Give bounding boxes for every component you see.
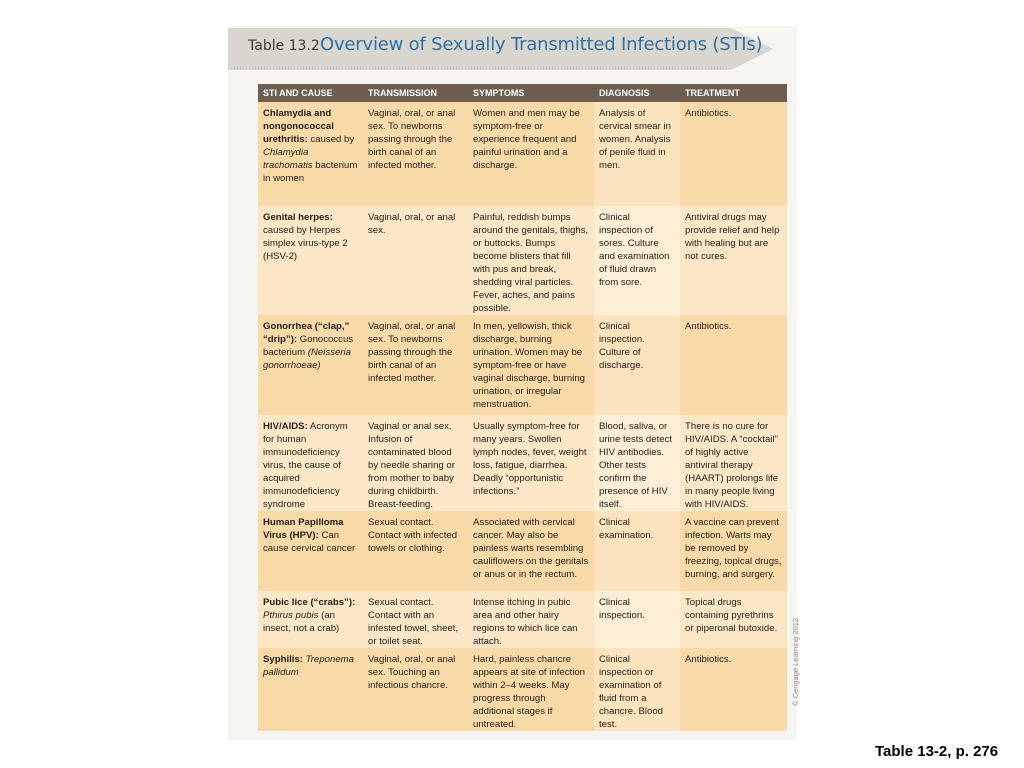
table-row-genital-herpes — [258, 206, 787, 315]
symptoms-cell: Intense itching in pubic area and other hairy regions to which lice can attach. — [468, 591, 594, 648]
transmission-cell: Vaginal, oral, or anal sex. — [363, 206, 468, 315]
diagnosis-cell: Clinical examination. — [594, 511, 680, 591]
table-title: Overview of Sexually Transmitted Infections (STIs) — [320, 34, 763, 55]
diagnosis-cell: Clinical inspection. — [594, 591, 680, 648]
table-number: Table 13.2 — [248, 38, 320, 54]
table-row-hiv-aids — [258, 415, 787, 511]
diagnosis-cell: Clinical inspection of sores. Culture and examination of fluid drawn from sore. — [594, 206, 680, 315]
symptoms-cell: Painful, reddish bumps around the genitals, thighs, or buttocks. Bumps become blisters that fill with pus and break, shedding viral particles. Fever, aches, and pains possible. — [468, 206, 594, 315]
treatment-cell: Topical drugs containing pyrethrins or piperonal butoxide. — [680, 591, 787, 648]
transmission-cell: Vaginal, oral, or anal sex. To newborns passing through the birth canal of an infected mother. — [363, 315, 468, 415]
diagnosis-cell: Clinical inspection or examination of fluid from a chancre. Blood test. — [594, 648, 680, 731]
symptoms-cell: Associated with cervical cancer. May also be painless warts resembling cauliflowers on the genitals or anus or in the rectum. — [468, 511, 594, 591]
table-row-chlamydia — [258, 102, 787, 206]
pathogen-name: Treponema pallidum — [263, 654, 355, 678]
diagnosis-cell: Clinical inspection. Culture of discharge. — [594, 315, 680, 415]
column-header-diagnosis: DIAGNOSIS — [594, 84, 680, 102]
table-row-hpv — [258, 511, 787, 591]
column-header-treatment: TREATMENT — [680, 84, 787, 102]
sti-name: Chlamydia and nongonococcal urethritis: — [263, 108, 334, 145]
treatment-cell: Antibiotics. — [680, 102, 787, 206]
cause-text: caused by — [307, 134, 355, 145]
treatment-cell: There is no cure for HIV/AIDS. A “cocktail” of highly active antiviral therapy (HAART) prolongs life in many people living with HIV/AIDS. — [680, 415, 787, 511]
diagnosis-cell: Blood, saliva, or urine tests detect HIV antibodies. Other tests confirm the presence of HIV itself. — [594, 415, 680, 511]
pathogen-name: Pthirus pubis — [263, 610, 319, 621]
treatment-cell: Antibiotics. — [680, 648, 787, 731]
table-row-pubic-lice — [258, 591, 787, 648]
sti-and-cause-cell — [258, 511, 363, 591]
treatment-cell: Antibiotics. — [680, 315, 787, 415]
column-header-sti-and-cause: STI AND CAUSE — [258, 84, 363, 102]
symptoms-cell: Usually symptom-free for many years. Swollen lymph nodes, fever, weight loss, fatigue, diarrhea. Deadly “opportunistic infections.” — [468, 415, 594, 511]
table-row-syphilis — [258, 648, 787, 731]
cause-text: Gonococcus bacterium — [263, 334, 354, 358]
table-row-gonorrhea — [258, 315, 787, 415]
sti-and-cause-cell — [258, 102, 363, 206]
sti-name: Human Papilloma Virus (HPV): — [263, 517, 344, 541]
table-header-row — [258, 84, 787, 102]
sti-and-cause-cell — [258, 315, 363, 415]
transmission-cell: Vaginal, oral, or anal sex. Touching an infectious chancre. — [363, 648, 468, 731]
column-header-symptoms: SYMPTOMS — [468, 84, 594, 102]
pathogen-name: Chlamydia trachomatis — [263, 147, 313, 171]
transmission-cell: Sexual contact. Contact with infected towels or clothing. — [363, 511, 468, 591]
transmission-cell: Sexual contact. Contact with an infested towel, sheet, or toilet seat. — [363, 591, 468, 648]
cause-text: Can cause cervical cancer — [263, 530, 356, 554]
symptoms-cell: In men, yellowish, thick discharge, burning urination. Women may be symptom-free or have vaginal discharge, burning urination, or irregular menstruation. — [468, 315, 594, 415]
transmission-cell: Vaginal or anal sex. Infusion of contaminated blood by needle sharing or from mother to baby during childbirth. Breast-feeding. — [363, 415, 468, 511]
sti-and-cause-cell — [258, 591, 363, 648]
table-title-banner — [228, 28, 773, 70]
cause-text: bacterium in women — [263, 160, 358, 184]
transmission-cell: Vaginal, oral, or anal sex. To newborns passing through the birth canal of an infected mother. — [363, 102, 468, 206]
cause-text: (an insect, not a crab) — [263, 610, 340, 634]
sti-and-cause-cell — [258, 415, 363, 511]
copyright-notice: © Cengage Learning 2012 — [791, 617, 800, 706]
sti-and-cause-cell — [258, 206, 363, 315]
sti-name: Genital herpes: — [263, 212, 333, 223]
sti-name: Pubic lice (“crabs”): — [263, 597, 356, 608]
pathogen-name: (Neisseria gonorrhoeae) — [263, 347, 351, 371]
sti-name: HIV/AIDS: — [263, 421, 308, 432]
cause-text: caused by Herpes simplex virus-type 2 (HSV-2) — [263, 225, 348, 262]
sti-name: Syphilis: — [263, 654, 303, 665]
diagnosis-cell: Analysis of cervical smear in women. Analysis of penile fluid in men. — [594, 102, 680, 206]
sti-and-cause-cell — [258, 648, 363, 731]
sti-name: Gonorrhea (“clap,” “drip”): — [263, 321, 350, 345]
column-header-transmission: TRANSMISSION — [363, 84, 468, 102]
symptoms-cell: Women and men may be symptom-free or experience frequent and painful urination and a discharge. — [468, 102, 594, 206]
treatment-cell: A vaccine can prevent infection. Warts may be removed by freezing, topical drugs, burning, and surgery. — [680, 511, 787, 591]
symptoms-cell: Hard, painless chancre appears at site of infection within 2–4 weeks. May progress through additional stages if untreated. — [468, 648, 594, 731]
treatment-cell: Antiviral drugs may provide relief and help with healing but are not cures. — [680, 206, 787, 315]
slide-caption: Table 13-2, p. 276 — [875, 743, 999, 760]
sti-overview-table — [258, 84, 787, 731]
cause-text: Acronym for human immunodeficiency virus, the cause of acquired immunodeficiency syndrome — [263, 421, 348, 510]
